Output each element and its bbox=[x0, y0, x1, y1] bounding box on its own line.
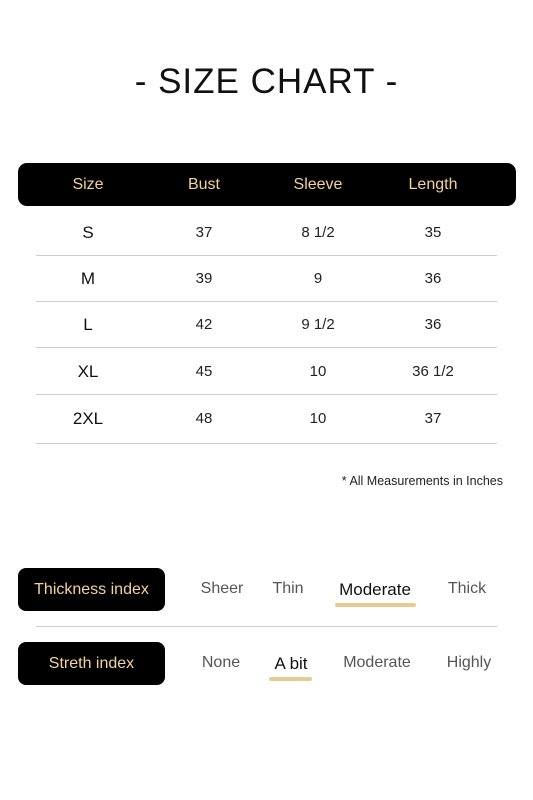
thickness-index-label: Thickness index bbox=[18, 568, 165, 611]
cell-sleeve: 9 1/2 bbox=[301, 316, 335, 333]
header-sleeve: Sleeve bbox=[293, 176, 343, 193]
stretch-option-none: None bbox=[201, 654, 241, 671]
cell-bust: 48 bbox=[195, 410, 213, 427]
row-divider bbox=[36, 394, 497, 395]
cell-bust: 39 bbox=[195, 270, 213, 287]
cell-sleeve: 10 bbox=[309, 410, 327, 427]
cell-size: S bbox=[82, 223, 94, 242]
thickness-option-thin: Thin bbox=[272, 580, 304, 597]
table-row bbox=[36, 256, 497, 302]
header-length: Length bbox=[408, 176, 458, 193]
thickness-option-sheer: Sheer bbox=[200, 580, 244, 597]
cell-size: XL bbox=[77, 362, 99, 381]
cell-bust: 45 bbox=[195, 363, 213, 380]
cell-size: L bbox=[83, 315, 93, 334]
row-divider bbox=[36, 443, 497, 444]
table-row bbox=[36, 302, 497, 348]
header-bust: Bust bbox=[187, 176, 220, 193]
thickness-option-moderate: Moderate bbox=[339, 580, 411, 599]
cell-length: 37 bbox=[424, 410, 442, 427]
cell-length: 36 bbox=[424, 270, 442, 287]
measurement-note: * All Measurements in Inches bbox=[341, 474, 503, 488]
stretch-option-a-bit: A bit bbox=[274, 654, 308, 673]
cell-length: 35 bbox=[424, 224, 442, 241]
row-divider bbox=[36, 347, 497, 348]
stretch-option-highly: Highly bbox=[446, 654, 492, 671]
stretch-option-moderate: Moderate bbox=[343, 654, 411, 671]
cell-sleeve: 10 bbox=[309, 363, 327, 380]
table-header bbox=[18, 163, 516, 206]
cell-size: 2XL bbox=[72, 409, 104, 428]
thickness-option-thick: Thick bbox=[447, 580, 487, 597]
stretch-selected-underline bbox=[269, 677, 312, 681]
cell-size: M bbox=[80, 269, 96, 288]
cell-length: 36 1/2 bbox=[412, 363, 454, 380]
stretch-index-label: Streth index bbox=[18, 642, 165, 685]
cell-length: 36 bbox=[424, 316, 442, 333]
section-divider bbox=[36, 626, 497, 627]
table-row bbox=[36, 396, 497, 444]
cell-bust: 42 bbox=[195, 316, 213, 333]
table-row bbox=[36, 210, 497, 256]
cell-sleeve: 9 bbox=[313, 270, 323, 287]
page-title: - SIZE CHART - bbox=[134, 62, 399, 101]
table-row bbox=[36, 349, 497, 395]
thickness-selected-underline bbox=[335, 603, 416, 607]
cell-bust: 37 bbox=[195, 224, 213, 241]
cell-sleeve: 8 1/2 bbox=[301, 224, 335, 241]
header-size: Size bbox=[72, 176, 104, 193]
